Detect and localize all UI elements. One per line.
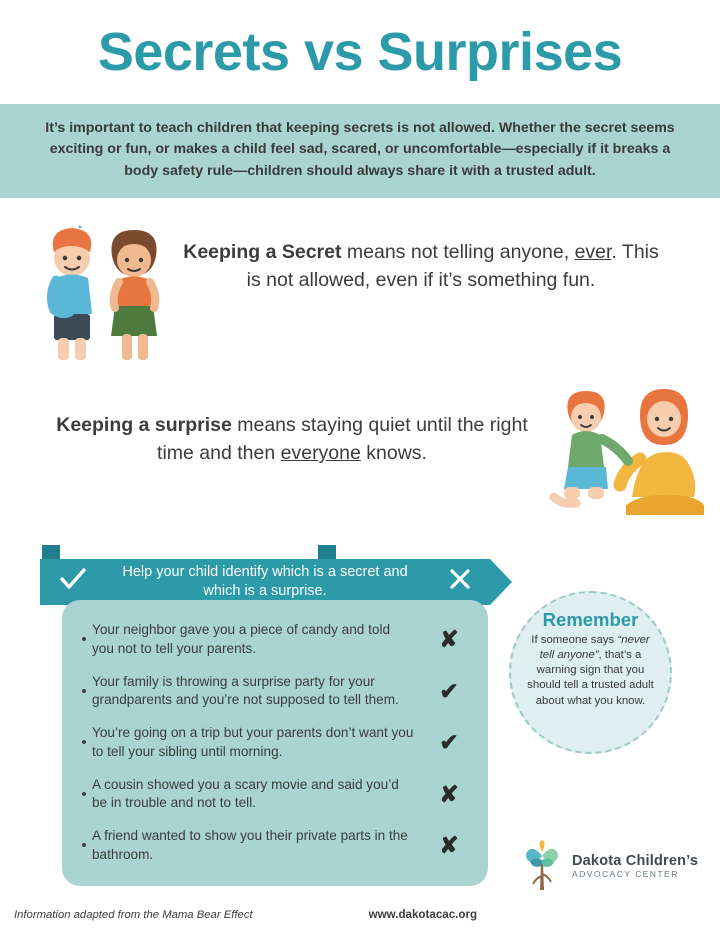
quiz-item-answer-icon: ✘ <box>439 780 459 807</box>
surprise-text-2: knows. <box>360 442 427 465</box>
organization-logo <box>520 840 698 892</box>
intro-band <box>0 104 720 198</box>
quiz-item-text: Your neighbor gave you a piece of candy and told you not to tell your parents. <box>92 622 391 656</box>
quiz-item-text: A cousin showed you a scary movie and said you’d be in trouble and not to tell. <box>92 776 399 811</box>
surprise-underline-word: everyone <box>280 442 361 465</box>
list-item <box>76 717 476 769</box>
remember-title: Remember <box>542 609 639 630</box>
surprise-bold-label: Keeping a surprise <box>56 413 232 436</box>
bullet-icon: • <box>81 682 87 700</box>
list-item <box>76 820 476 872</box>
quiz-item-answer-icon: ✘ <box>439 626 459 653</box>
secret-section <box>0 198 720 367</box>
footer-credit: Information adapted from the Mama Bear Effect <box>14 908 253 921</box>
bullet-icon: • <box>81 837 87 855</box>
footer-url[interactable]: www.dakotacac.org <box>368 908 478 921</box>
quiz-item-text: Your family is throwing a surprise party for your grandparents and you’re not supposed to tell them. <box>92 673 399 708</box>
quiz-item-answer-icon: ✔ <box>439 677 459 704</box>
remember-callout <box>509 591 672 754</box>
surprise-section <box>0 367 720 529</box>
remember-quote: “never tell anyone” <box>539 634 650 662</box>
bullet-icon: • <box>81 734 87 752</box>
banner-instruction-text: Help your child identify which is a secret and which is a surprise. <box>122 564 408 599</box>
instruction-banner <box>40 559 490 605</box>
list-item <box>76 666 476 718</box>
surprise-statement <box>30 379 540 468</box>
title-bar <box>0 0 720 104</box>
x-icon <box>430 568 490 595</box>
quiz-item-text: You’re going on a trip but your parents don’t want you to tell your sibling until morning. <box>92 725 414 759</box>
secret-underline-word: ever <box>574 240 612 263</box>
intro-text: It’s important to teach children that keeping secrets is not allowed. Whether the secret seems exciting or fun, or makes a child feel sad, scared, or uncomfortable—especially if it breaks a body safety rule—children should always share it with a trusted adult. <box>45 120 675 179</box>
list-item <box>76 614 476 666</box>
quiz-list <box>62 600 488 886</box>
footer <box>0 908 720 921</box>
tree-logo-icon <box>520 840 564 892</box>
logo-name: Dakota Children’s <box>572 853 699 869</box>
logo-subtitle: ADVOCACY CENTER <box>572 869 679 879</box>
bullet-icon: • <box>81 785 87 803</box>
secret-text-2: . This is not allowed, even if it’s something fun. <box>246 240 659 292</box>
secret-bold-label: Keeping a Secret <box>183 240 342 263</box>
secret-statement <box>180 216 690 295</box>
list-item <box>76 769 476 821</box>
check-icon <box>40 568 106 595</box>
remember-line-1: If someone says <box>531 634 615 646</box>
secret-text-1: means not telling anyone, <box>341 240 575 263</box>
remember-line-2: , that’s a warning sign that you should tell a trusted adult about what you know. <box>527 649 654 707</box>
remember-body <box>527 633 654 709</box>
quiz-item-answer-icon: ✘ <box>439 832 459 859</box>
bullet-icon: • <box>81 631 87 649</box>
surprise-text-1: means staying quiet until the right time and then <box>157 413 528 465</box>
logo-text <box>564 853 698 879</box>
page-title: Secrets vs Surprises <box>97 22 623 82</box>
quiz-item-answer-icon: ✔ <box>439 729 459 756</box>
quiz-item-text: A friend wanted to show you their private parts in the bathroom. <box>92 828 408 862</box>
two-children-illustration <box>30 222 180 367</box>
mother-and-child-illustration <box>540 379 708 529</box>
